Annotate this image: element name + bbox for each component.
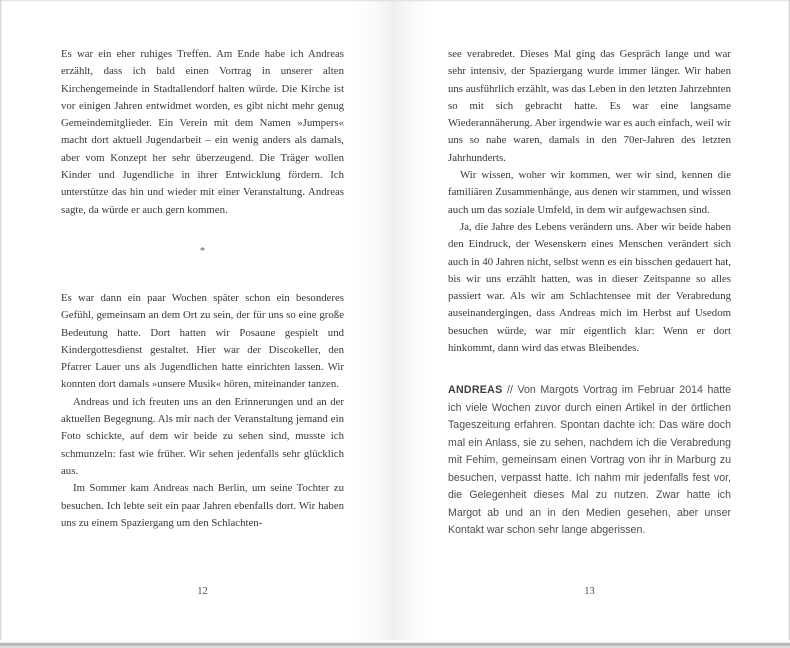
page-number-left: 12 — [197, 586, 208, 597]
page-number-right: 13 — [584, 586, 595, 597]
page-edge-left — [0, 0, 2, 642]
paragraph: Andreas und ich freuten uns an den Erinnerungen und an der aktuellen Begegnung. Als mir nach der Veranstaltung jemand ein Foto schickte, auf dem wir beide zu sehen sind, musste ich schmunzeln: fast wie früher. Wir sehen jedenfalls sehr glücklich aus. — [61, 395, 344, 477]
paragraph: Es war ein eher ruhiges Treffen. Am Ende habe ich Andreas erzählt, dass ich bald einen Vortrag in unserer alten Kirchengemeinde in Stadtallendorf halten würde. Die Kirche ist vor einigen Jahren entwidmet worden, es gibt nicht mehr genug Gemeindemitglieder. Ein Verein mit dem Namen »Jumpers« macht dort aktuell Jugendarbeit – ein wenig anders als damals, aber vom Konzept her sehr überzeugend. Die Träger wollen Kinder und Jugendliche in ihrer Entwicklung fördern. Ich unterstütze das hin und wieder mit einer Veranstaltung. Andreas sagte, da würde er auch gern kommen. — [61, 48, 344, 216]
paragraph: Im Sommer kam Andreas nach Berlin, um seine Tochter zu besuchen. Ich lebte seit ein paar Jahren ebenfalls dort. Wir haben uns zu einem Spaziergang um den Schlachten- — [61, 482, 344, 529]
andreas-text: Von Margots Vortrag im Februar 2014 hatte ich viele Wochen zuvor durch einen Artikel in der örtlichen Tageszeitung erfahren. Spontan dachte ich: Das wäre doch mal ein Anlass, sie zu sehen, nachdem ich die Verabredung mit Fehim, gemeinsam einen Vortrag von ihr in Marburg zu besuchen, verpasst hatte. Ich nahm mir jedenfalls fest vor, die Gelegenheit dieses Mal zu nutzen. Zwar hatte ich Margot ab und an in den Medien gesehen, aber unser Kontakt war schon sehr lange abgerissen. — [448, 384, 732, 537]
paragraph: Es war dann ein paar Wochen später schon ein besonderes Gefühl, gemeinsam an dem Ort zu sein, der für uns so eine große Bedeutung hatte. Dort hatten wir Posaune gespielt und Kindergottesdienst gestaltet. Hier war der Discokeller, den Pfarrer Lauer uns als Jugendlichen hatte einrichten lassen. Wir konnten dort damals »unsere Musik« hören, miteinander tanzen. — [61, 291, 344, 391]
paragraph: see verabredet. Dieses Mal ging das Gespräch lange und war sehr intensiv, der Spaziergang wurde immer länger. Wir haben uns ausführlich erzählt, was das Leben in den letzten Jahrzehnten so mit sich gebracht hatte. Es war eine langsame Wiederannäherung. Aber irgendwie war es auch einfach, weil wir uns so nahe waren, damals in den 70er-Jahren des letzten Jahrhunderts. — [448, 48, 731, 164]
section-separator-asterisk: * — [199, 244, 206, 257]
page-left-text-block — [61, 46, 344, 532]
page-edge-top — [0, 0, 790, 2]
speaker-label: ANDREAS — [448, 384, 503, 397]
page-right-text-block — [448, 46, 731, 540]
paragraph: Wir wissen, woher wir kommen, wer wir sind, kennen die familiären Zusammenhänge, aus denen wir stammen, und wissen auch um das soziale Umfeld, in dem wir aufgewachsen sind. — [448, 169, 731, 216]
andreas-paragraph — [448, 382, 731, 540]
page-right — [395, 0, 790, 648]
page-stack-bottom-edge — [0, 640, 790, 648]
speaker-separator: // — [502, 384, 518, 397]
paragraph: Ja, die Jahre des Lebens verändern uns. Aber wir beide haben den Eindruck, der Wesenskern eines Menschen verändert sich auch in 40 Jahren nicht, selbst wenn es ein bisschen gedauert hat, bis wir uns erzählt hatten, was in dieser Zeitspanne so alles passiert war. Als wir am Schlachtensee mit der Verabredung auseinandergingen, dass Andreas mich im Herbst auf Usedom besuchen würde, war mir eigentlich klar: Wenn er dort hinkommt, dann wird das etwas Bleibendes. — [448, 220, 731, 355]
